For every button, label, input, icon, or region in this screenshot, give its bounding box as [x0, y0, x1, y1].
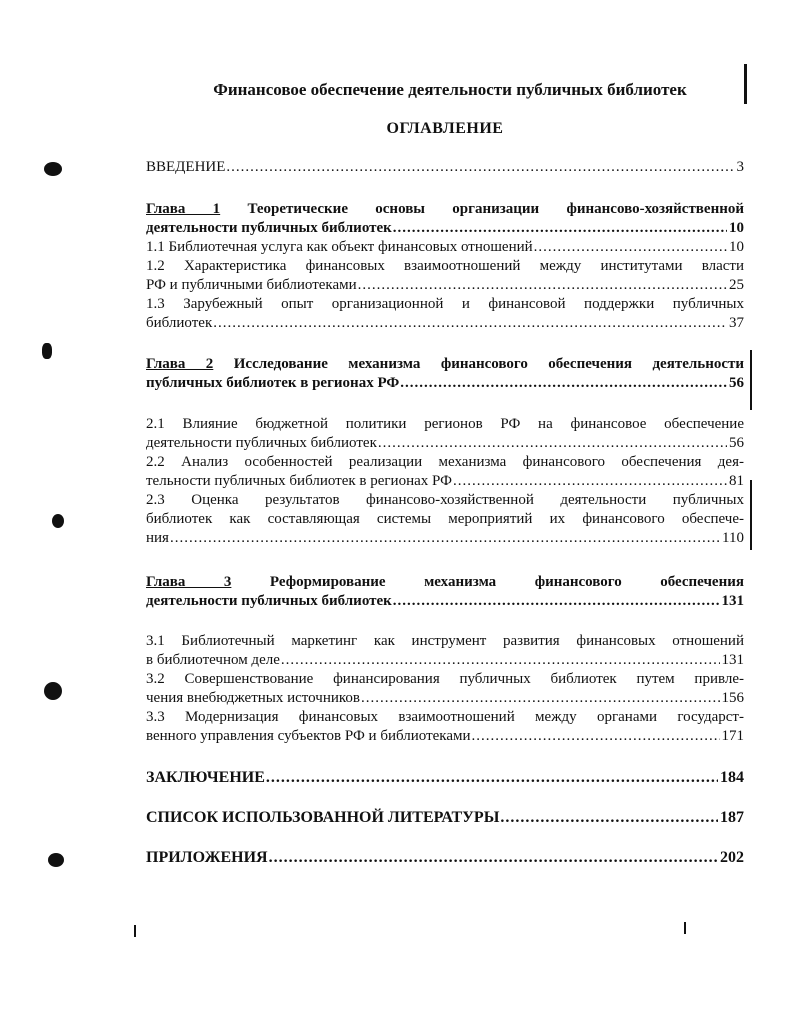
- toc-entry-conclusion[interactable]: [146, 768, 744, 787]
- section-title-line: в библиотечном деле: [146, 652, 280, 668]
- section-title-line: деятельности публичных библиотек: [146, 435, 377, 451]
- entry-page: 131: [721, 593, 744, 609]
- entry-page: 187: [720, 809, 744, 826]
- toc-entry-section-2-2[interactable]: [146, 453, 744, 491]
- dot-leader: [269, 848, 718, 867]
- dot-leader: [400, 374, 727, 393]
- entry-page: 184: [720, 769, 744, 786]
- dot-leader: [358, 276, 727, 295]
- dot-leader: [534, 238, 727, 257]
- scan-spot: [44, 682, 62, 700]
- toc-entry-section-2-1[interactable]: [146, 415, 744, 453]
- dot-leader: [170, 529, 720, 548]
- scan-spot: [44, 162, 62, 176]
- toc-entry-intro[interactable]: [146, 158, 744, 177]
- toc-entry-references[interactable]: [146, 808, 744, 827]
- section-title-line: РФ и публичными библиотеками: [146, 277, 357, 293]
- dot-leader: [213, 314, 727, 333]
- entry-page: 3: [736, 159, 744, 175]
- entry-page: 81: [729, 473, 744, 489]
- entry-page: 202: [720, 849, 744, 866]
- entry-page: 56: [729, 435, 744, 451]
- entry-page: 56: [729, 375, 744, 391]
- entry-label: ВВЕДЕНИЕ: [146, 159, 226, 175]
- toc-entry-section-1-1[interactable]: [146, 238, 744, 257]
- toc-entry-section-3-2[interactable]: [146, 670, 744, 708]
- scan-spot: [42, 343, 52, 359]
- chapter-number: Глава 1: [146, 201, 221, 217]
- section-title-line: библиотек: [146, 315, 213, 331]
- dot-leader: [393, 592, 720, 611]
- section-title: 1.1 Библиотечная услуга как объект финансовых отношений: [146, 239, 533, 255]
- toc-heading: ОГЛАВЛЕНИЕ: [386, 120, 504, 137]
- entry-label: ПРИЛОЖЕНИЯ: [146, 849, 268, 866]
- toc-entry-section-3-1[interactable]: [146, 632, 744, 670]
- toc-entry-section-1-3[interactable]: [146, 295, 744, 333]
- dot-leader: [266, 768, 718, 787]
- dot-leader: [226, 158, 734, 177]
- dot-leader: [500, 808, 718, 827]
- section-title-line: библиотек как составляющая системы мероприятий их финансового обеспече-: [146, 511, 744, 527]
- chapter-number: Глава 2: [146, 356, 214, 372]
- section-title-line: 2.2 Анализ особенностей реализации механизма финансового обеспечения дея-: [146, 454, 744, 470]
- toc-entry-section-3-3[interactable]: [146, 708, 744, 746]
- entry-page: 10: [729, 220, 744, 236]
- dot-leader: [281, 651, 720, 670]
- chapter-title-line: Исследование механизма финансового обеспечения деятельности: [233, 356, 745, 372]
- scan-spot: [52, 514, 64, 528]
- entry-page: 156: [721, 690, 744, 706]
- section-title-line: венного управления субъектов РФ и библиотеками: [146, 728, 471, 744]
- dot-leader: [472, 727, 720, 746]
- toc-entry-section-2-3[interactable]: [146, 491, 744, 548]
- scan-edge-mark: [684, 922, 686, 934]
- entry-label: СПИСОК ИСПОЛЬЗОВАННОЙ ЛИТЕРАТУРЫ: [146, 809, 500, 826]
- entry-page: 10: [729, 239, 744, 255]
- section-title-line: 1.3 Зарубежный опыт организационной и финансовой поддержки публичных: [146, 296, 744, 312]
- entry-label: ЗАКЛЮЧЕНИЕ: [146, 769, 265, 786]
- dot-leader: [361, 689, 720, 708]
- section-title-line: чения внебюджетных источников: [146, 690, 360, 706]
- dot-leader: [393, 219, 727, 238]
- entry-page: 110: [722, 530, 744, 546]
- scan-edge-mark: [750, 480, 752, 550]
- section-title-line: 3.3 Модернизация финансовых взаимоотношений между органами государст-: [146, 709, 744, 725]
- section-title-line: 3.2 Совершенствование финансирования публичных библиотек путем привле-: [146, 671, 744, 687]
- entry-page: 37: [729, 315, 744, 331]
- chapter-title-line: Реформирование механизма финансового обеспечения: [269, 574, 744, 590]
- entry-page: 131: [721, 652, 744, 668]
- section-title-line: ния: [146, 530, 169, 546]
- toc-entry-appendices[interactable]: [146, 848, 744, 867]
- toc-entry-chapter-3[interactable]: [146, 573, 744, 611]
- toc-entry-section-1-2[interactable]: [146, 257, 744, 295]
- section-title-line: 3.1 Библиотечный маркетинг как инструмент развития финансовых отношений: [146, 633, 744, 649]
- entry-page: 171: [721, 728, 744, 744]
- document-title: Финансовое обеспечение деятельности публичных библиотек: [213, 80, 687, 99]
- scan-edge-mark: [744, 64, 747, 104]
- chapter-title-line: Теоретические основы организации финансово-хозяйственной: [247, 201, 744, 217]
- dot-leader: [378, 434, 727, 453]
- chapter-number: Глава 3: [146, 574, 232, 590]
- entry-page: 25: [729, 277, 744, 293]
- chapter-title-line: деятельности публичных библиотек: [146, 220, 392, 236]
- toc-entry-chapter-2[interactable]: [146, 355, 744, 393]
- scan-spot: [48, 853, 64, 867]
- section-title-line: 2.3 Оценка результатов финансово-хозяйственной деятельности публичных: [146, 492, 744, 508]
- scan-edge-mark: [750, 350, 752, 410]
- chapter-title-line: публичных библиотек в регионах РФ: [146, 375, 400, 391]
- section-title-line: 2.1 Влияние бюджетной политики регионов РФ на финансовое обеспечение: [146, 416, 744, 432]
- toc-entry-chapter-1[interactable]: [146, 200, 744, 238]
- scan-edge-mark: [134, 925, 136, 937]
- chapter-title-line: деятельности публичных библиотек: [146, 593, 392, 609]
- section-title-line: 1.2 Характеристика финансовых взаимоотношений между институтами власти: [146, 258, 744, 274]
- section-title-line: тельности публичных библиотек в регионах РФ: [146, 473, 452, 489]
- dot-leader: [453, 472, 727, 491]
